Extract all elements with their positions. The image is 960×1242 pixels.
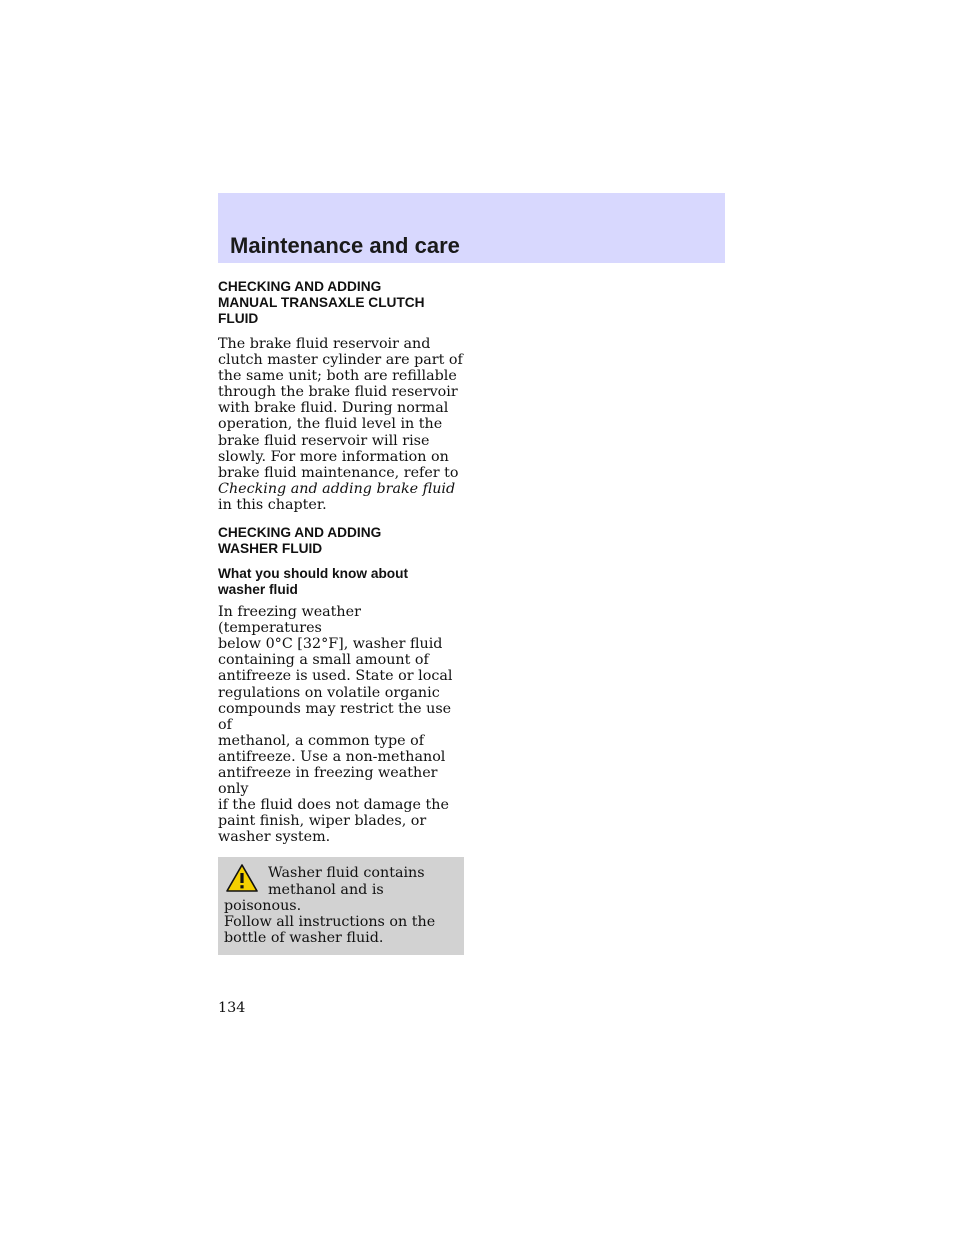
text-line: in this chapter. <box>218 496 327 513</box>
text-line: brake fluid reservoir will rise <box>218 432 430 449</box>
text-line: The brake fluid reservoir and <box>218 336 431 352</box>
text-line: compounds may restrict the use of <box>218 700 452 733</box>
warning-line: methanol and is poisonous. <box>224 881 384 914</box>
warning-line: bottle of washer fluid. <box>224 929 384 946</box>
text-line: antifreeze. Use a non-methanol <box>218 748 446 765</box>
text-line: clutch master cylinder are part of <box>218 352 463 369</box>
warning-triangle-icon <box>225 863 259 893</box>
text-line: with brake fluid. During normal <box>218 400 449 417</box>
content-column <box>218 279 464 955</box>
warning-line: Washer fluid contains <box>268 865 425 882</box>
text-line: below 0°C [32°F], washer fluid <box>218 636 443 653</box>
clutch-fluid-heading <box>218 279 464 327</box>
cross-reference <box>218 481 464 497</box>
heading-line: FLUID <box>218 311 259 326</box>
warning-box <box>218 857 464 954</box>
section-title: Maintenance and care <box>230 233 460 258</box>
warning-line: Follow all instructions on the <box>224 913 436 930</box>
subheading-line: What you should know about <box>218 566 409 582</box>
text-line: brake fluid maintenance, refer to <box>218 464 459 481</box>
warning-text <box>224 865 458 945</box>
text-line: antifreeze is used. State or local <box>218 668 453 685</box>
cross-reference-text: Checking and adding brake fluid <box>218 480 456 497</box>
text-line: washer system. <box>218 829 331 846</box>
text-line: paint finish, wiper blades, or <box>218 813 427 830</box>
washer-fluid-paragraph <box>218 604 464 845</box>
page-number: 134 <box>218 1000 246 1016</box>
subheading-line: washer fluid <box>218 582 298 598</box>
text-line: slowly. For more information on <box>218 448 449 465</box>
heading-line: WASHER FLUID <box>218 541 323 557</box>
washer-fluid-subheading <box>218 566 464 598</box>
text-line: In freezing weather (temperatures <box>218 604 361 637</box>
heading-line: CHECKING AND ADDING <box>218 279 382 294</box>
heading-line: MANUAL TRANSAXLE CLUTCH <box>218 295 425 310</box>
text-line: regulations on volatile organic <box>218 684 440 701</box>
text-line: through the brake fluid reservoir <box>218 384 458 401</box>
text-line: if the fluid does not damage the <box>218 797 449 814</box>
washer-fluid-heading <box>218 525 464 557</box>
text-line: methanol, a common type of <box>218 732 425 749</box>
section-header-band <box>218 193 725 263</box>
text-line: containing a small amount of <box>218 652 429 669</box>
text-line: the same unit; both are refillable <box>218 368 457 385</box>
clutch-fluid-paragraph <box>218 336 464 513</box>
text-line: antifreeze in freezing weather only <box>218 764 438 798</box>
heading-line: CHECKING AND ADDING <box>218 525 382 541</box>
text-line: operation, the fluid level in the <box>218 416 443 433</box>
